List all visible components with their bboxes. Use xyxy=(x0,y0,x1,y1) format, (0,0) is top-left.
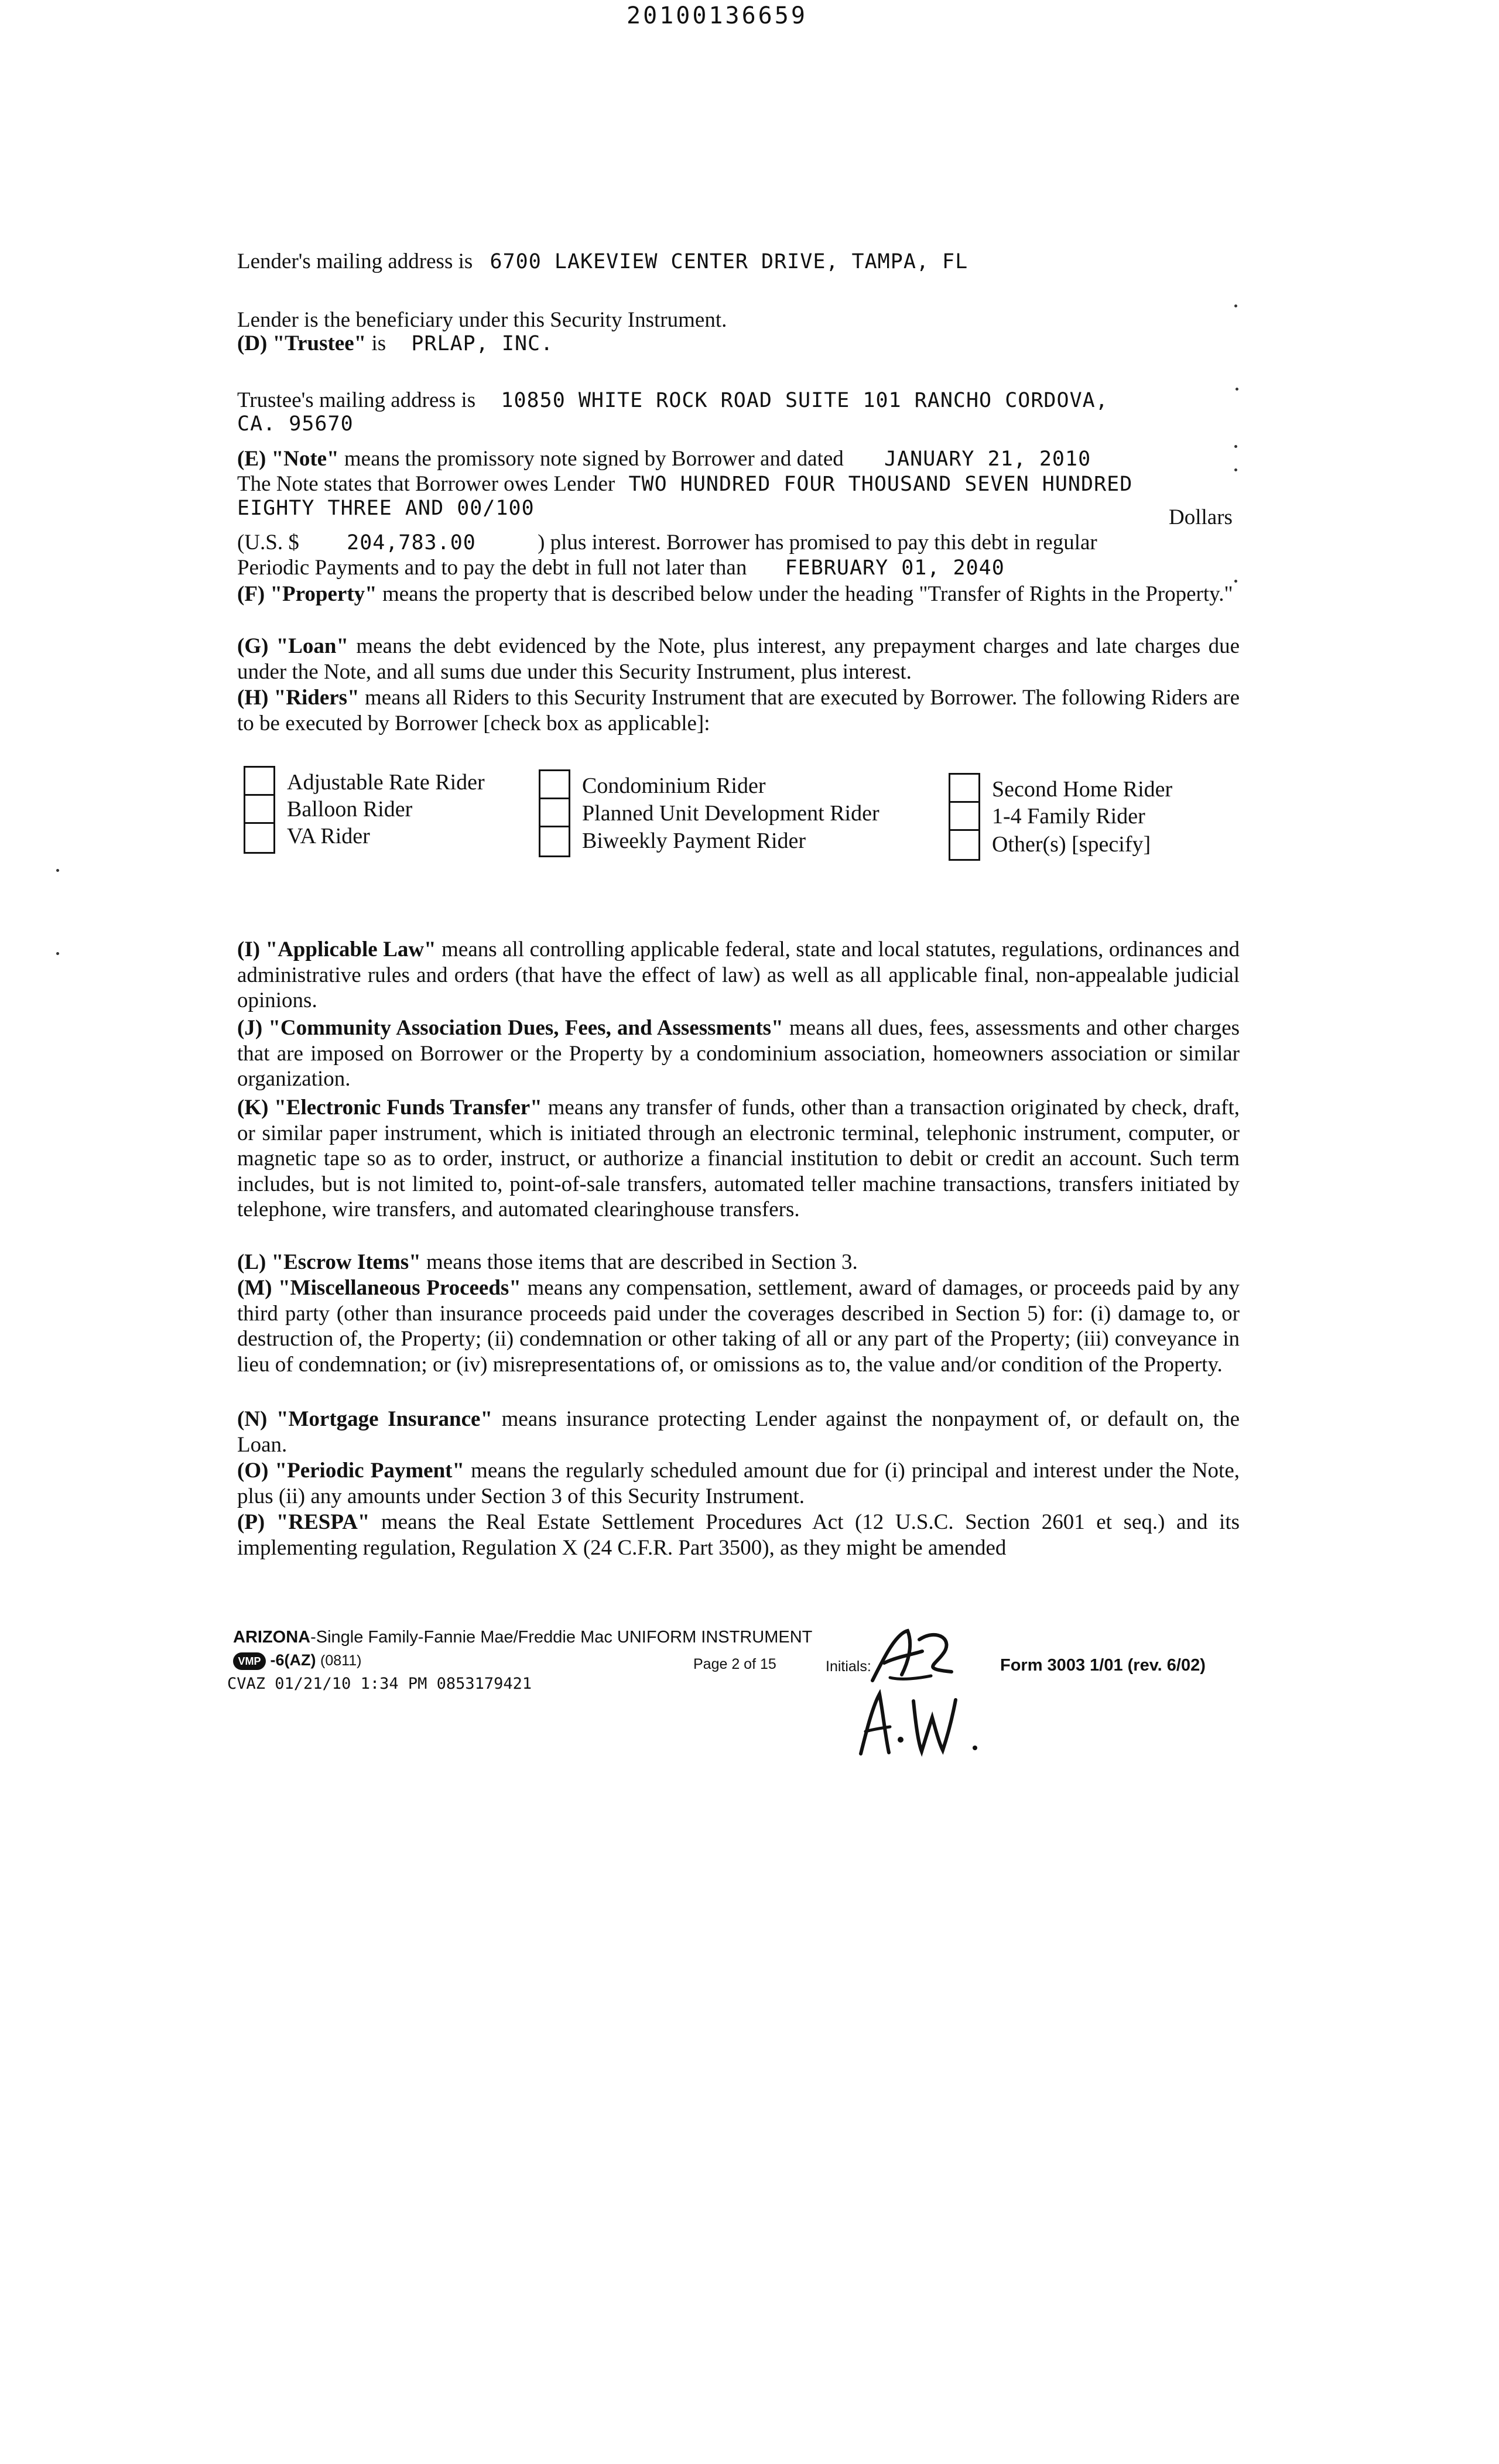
definition-property xyxy=(237,581,1240,607)
rider-label: Planned Unit Development Rider xyxy=(582,801,879,826)
definition-escrow-items xyxy=(237,1250,1240,1275)
footer-form-code-num: (0811) xyxy=(320,1652,362,1669)
scan-speck xyxy=(56,952,59,955)
definition-text: means those items that are described in Section 3. xyxy=(426,1250,858,1274)
footer-title xyxy=(233,1628,812,1647)
rider-label: Condominium Rider xyxy=(582,774,766,798)
handwritten-initials-1 xyxy=(867,1622,960,1692)
note-maturity-date: FEBRUARY 01, 2040 xyxy=(785,556,1005,580)
definition-respa xyxy=(237,1510,1240,1560)
definition-electronic-funds-transfer xyxy=(237,1095,1240,1223)
note-us-prefix: (U.S. $ xyxy=(237,531,299,555)
lender-mailing-label: Lender's mailing address is xyxy=(237,249,473,273)
footer-title-rest: -Single Family-Fannie Mae/Freddie Mac UNIFORM INSTRUMENT xyxy=(310,1628,813,1647)
document-number: 20100136659 xyxy=(627,2,807,29)
definition-applicable-law xyxy=(237,937,1240,1014)
trustee-address-line1: 10850 WHITE ROCK ROAD SUITE 101 RANCHO CORDOVA, xyxy=(501,389,1108,412)
trustee-is: is xyxy=(371,331,386,355)
note-periodic-text: Periodic Payments and to pay the debt in full not later than xyxy=(237,556,747,580)
definition-label: (P) "RESPA" xyxy=(237,1510,370,1534)
definition-label: (O) "Periodic Payment" xyxy=(237,1459,465,1483)
definition-text: means the Real Estate Settlement Procedures Act (12 U.S.C. Section 2601 et seq.) and its implementing regulation, Regulation X (24 C.F.R. Part 3500), as they might be amended xyxy=(237,1510,1240,1560)
note-amount-words-1: TWO HUNDRED FOUR THOUSAND SEVEN HUNDRED xyxy=(628,473,1133,496)
trustee-mailing-label: Trustee's mailing address is xyxy=(237,388,476,412)
trustee-address-line2: CA. 95670 xyxy=(237,412,354,436)
scan-speck xyxy=(56,869,59,872)
trustee-line xyxy=(237,331,553,357)
definition-miscellaneous-proceeds xyxy=(237,1275,1240,1377)
footer-page-number: Page 2 of 15 xyxy=(693,1656,776,1672)
rider-checkbox[interactable] xyxy=(949,773,980,805)
trustee-mailing-line xyxy=(237,388,1108,413)
footer-form-number: Form 3003 1/01 (rev. 6/02) xyxy=(1000,1656,1206,1675)
definition-label: (N) "Mortgage Insurance" xyxy=(237,1407,492,1431)
note-line xyxy=(237,446,1091,472)
rider-checkbox[interactable] xyxy=(949,829,980,861)
definition-text: means the property that is described below under the heading "Transfer of Rights in the Property." xyxy=(382,582,1233,606)
definition-periodic-payment xyxy=(237,1458,1240,1509)
rider-label: Second Home Rider xyxy=(992,777,1173,802)
note-owes-line xyxy=(237,471,1132,497)
rider-checkbox[interactable] xyxy=(539,769,570,801)
rider-checkbox[interactable] xyxy=(244,822,275,854)
note-owes-text: The Note states that Borrower owes Lender xyxy=(237,472,615,496)
definition-label: (I) "Applicable Law" xyxy=(237,937,436,961)
definition-community-association-dues xyxy=(237,1015,1240,1092)
definition-label: (L) "Escrow Items" xyxy=(237,1250,421,1274)
footer-form-code: -6(AZ) xyxy=(270,1651,316,1669)
definition-text: means the regularly scheduled amount due for (i) principal and interest under the Note, plus (ii) any amounts under Section 3 of this Security Instrument. xyxy=(237,1459,1240,1508)
definition-text: means all controlling applicable federal, state and local statutes, regulations, ordinances and administrative rules and orders (that have the effect of law) as well as all applicable final, non-appealable judicial opinions. xyxy=(237,937,1240,1012)
scan-speck xyxy=(1234,304,1237,307)
definition-text: means any compensation, settlement, award of damages, or proceeds paid by any third party (other than insurance proceeds paid under the coverages described in Section 5) for: (i) damage to, or destruction of, the Property; (ii) condemnation or other taking of all or any part of the Property; (iii) conveyance in lieu of condemnation; or (iv) misrepresentations of, or omissions as to, the value and/or condition of the Property. xyxy=(237,1276,1240,1377)
handwritten-initials-2 xyxy=(855,1689,990,1760)
definition-mortgage-insurance xyxy=(237,1406,1240,1457)
note-date: JANUARY 21, 2010 xyxy=(884,447,1091,471)
scan-speck xyxy=(1236,388,1238,391)
scan-speck xyxy=(1234,468,1237,471)
rider-checkbox[interactable] xyxy=(539,798,570,829)
rider-checkbox[interactable] xyxy=(244,766,275,798)
rider-checkbox[interactable] xyxy=(244,794,275,826)
definition-loan xyxy=(237,634,1240,685)
definition-text: means insurance protecting Lender against the nonpayment of, or default on, the Loan. xyxy=(237,1407,1240,1457)
rider-label: 1-4 Family Rider xyxy=(992,804,1145,829)
definition-label: (F) "Property" xyxy=(237,582,377,606)
trustee-label: (D) "Trustee" xyxy=(237,331,367,355)
footer-stamp: CVAZ 01/21/10 1:34 PM 0853179421 xyxy=(227,1675,532,1693)
definition-label: (M) "Miscellaneous Proceeds" xyxy=(237,1276,521,1300)
definition-text: means any transfer of funds, other than a transaction originated by check, draft, or similar paper instrument, which is initiated through an electronic terminal, telephonic instrument, computer, or magnetic tape so as to order, instruct, or authorize a financial institution to debit or credit an account. Such term includes, but is not limited to, point-of-sale transfers, automated teller machine transactions, transfers initiated by telephone, wire transfers, and automated clearinghouse transfers. xyxy=(237,1096,1240,1221)
definition-text: means all dues, fees, assessments and other charges that are imposed on Borrower or the Property by a condominium association, homeowners association or similar organization. xyxy=(237,1016,1240,1091)
note-plus-interest: ) plus interest. Borrower has promised to pay this debt in regular xyxy=(538,531,1097,555)
definition-label: (K) "Electronic Funds Transfer" xyxy=(237,1096,542,1120)
note-dollars: Dollars xyxy=(1169,505,1233,529)
note-periodic-line xyxy=(237,555,1005,581)
definition-riders xyxy=(237,685,1240,736)
rider-checkbox[interactable] xyxy=(949,801,980,833)
scan-speck xyxy=(1234,445,1237,448)
definition-label: (H) "Riders" xyxy=(237,686,360,710)
rider-label: VA Rider xyxy=(287,824,370,848)
definition-label: (G) "Loan" xyxy=(237,634,349,658)
definition-text: means all Riders to this Security Instrument that are executed by Borrower. The following Riders are to be executed by Borrower [check box as applicable]: xyxy=(237,686,1240,735)
lender-beneficiary-text: Lender is the beneficiary under this Security Instrument. xyxy=(237,308,727,332)
footer-form-code-line xyxy=(233,1651,361,1670)
footer-initials-label: Initials: xyxy=(826,1658,871,1675)
definition-text: means the debt evidenced by the Note, plus interest, any prepayment charges and late charges due under the Note, and all sums due under this Security Instrument, plus interest. xyxy=(237,634,1240,684)
rider-label: Adjustable Rate Rider xyxy=(287,770,485,795)
note-amount: 204,783.00 xyxy=(347,531,476,555)
note-amount-line xyxy=(237,530,1097,556)
definition-label: (J) "Community Association Dues, Fees, and Assessments" xyxy=(237,1016,783,1040)
rider-label: Balloon Rider xyxy=(287,797,413,822)
footer-state: ARIZONA xyxy=(233,1628,311,1647)
rider-label: Other(s) [specify] xyxy=(992,832,1151,857)
note-text: means the promissory note signed by Borrower and dated xyxy=(344,447,844,471)
note-label: (E) "Note" xyxy=(237,447,339,471)
trustee-name: PRLAP, INC. xyxy=(411,332,554,355)
note-amount-words-2: EIGHTY THREE AND 00/100 xyxy=(237,497,535,520)
rider-checkbox[interactable] xyxy=(539,826,570,857)
rider-label: Biweekly Payment Rider xyxy=(582,829,806,853)
lender-mailing-address: 6700 LAKEVIEW CENTER DRIVE, TAMPA, FL xyxy=(490,250,968,273)
scan-speck xyxy=(1234,580,1237,583)
vmp-logo: VMP xyxy=(233,1652,266,1670)
lender-mailing-line xyxy=(237,249,968,275)
